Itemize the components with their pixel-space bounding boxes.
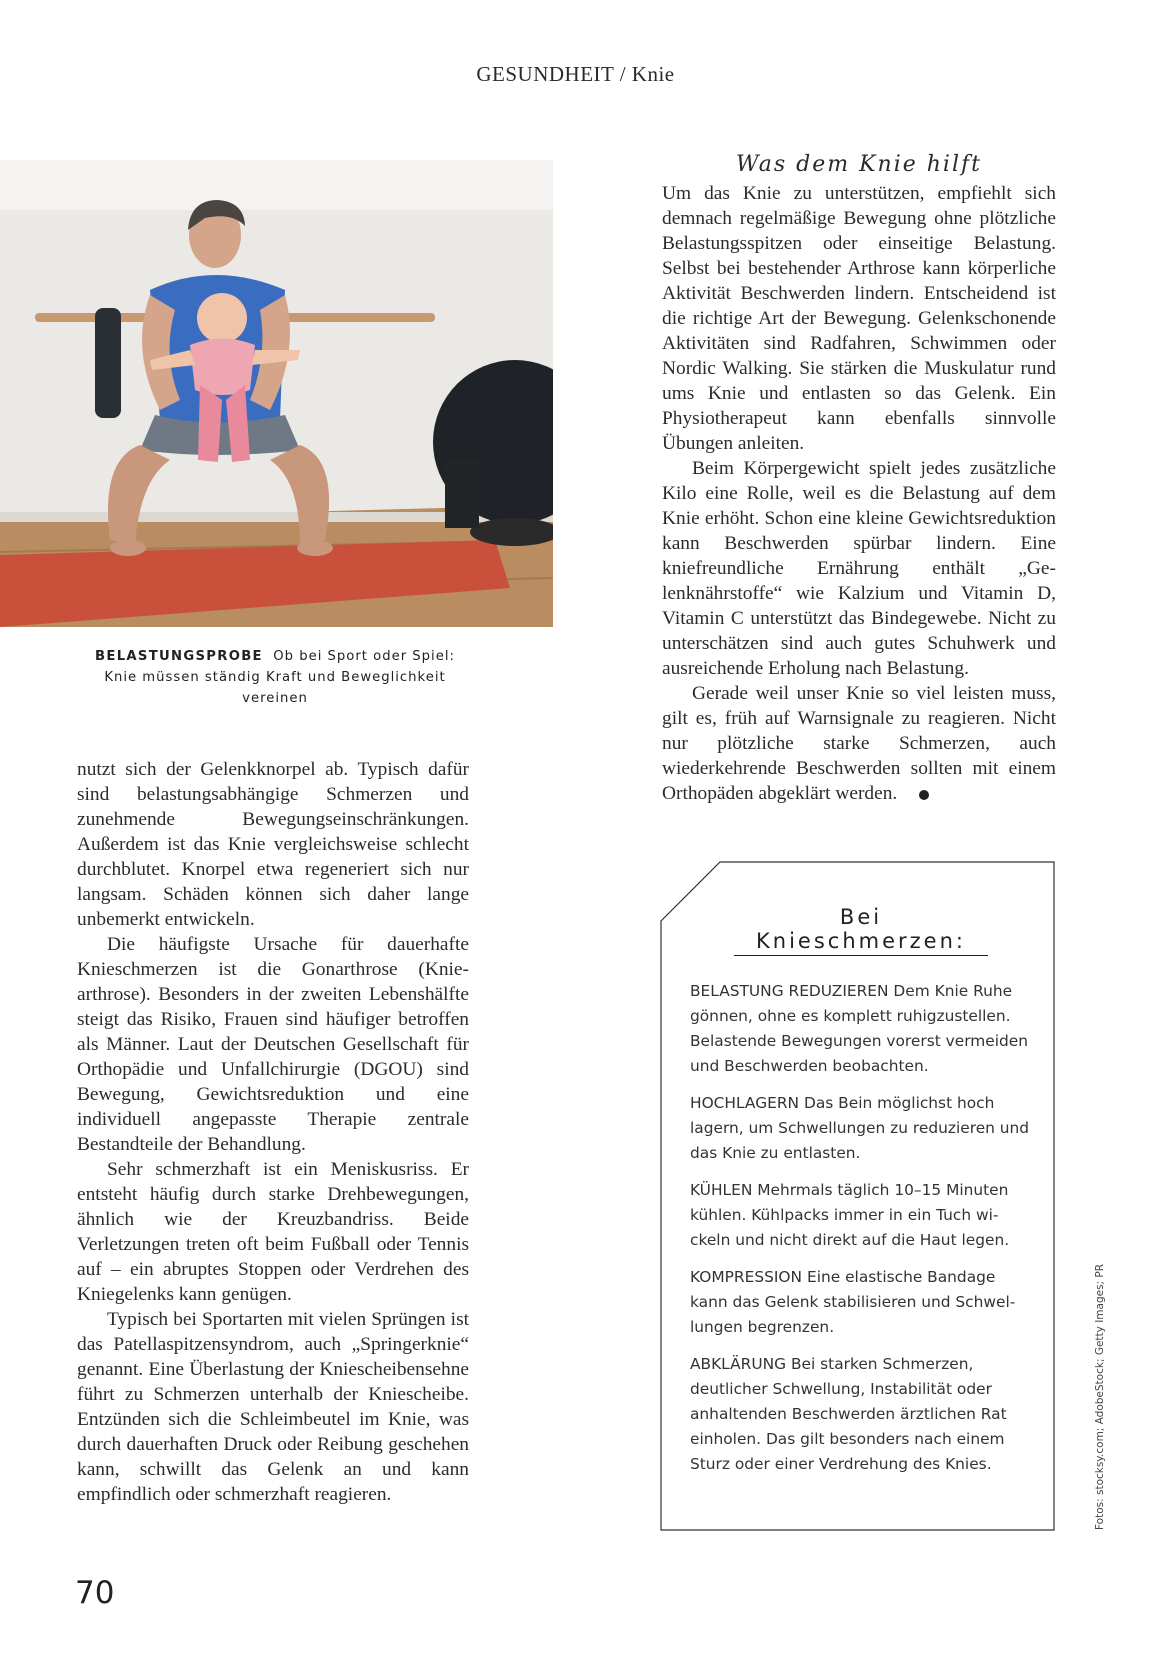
tip-head: BELASTUNG REDUZIEREN xyxy=(690,982,889,1000)
section-label: GESUNDHEIT / Knie xyxy=(476,62,675,86)
info-box xyxy=(660,861,1055,1531)
article-photo xyxy=(0,160,553,627)
tips-list xyxy=(690,979,1032,1489)
caption-kicker: BELASTUNGSPROBE xyxy=(95,649,263,664)
tip-text: Bei starken Schmerzen, deutlicher Schwellung, Instabilität oder anhaltenden Beschwerden ärztlichen Rat einholen. Das gilt besonders nach einem Sturz oder einer Verdrehung des Knies. xyxy=(690,1355,1007,1473)
photo-credit: Fotos: stocksy.com; AdobeStock; Getty Images; PR xyxy=(1094,1263,1106,1530)
body-paragraph: Typisch bei Sportarten mit vielen Sprüngen ist das Patellaspitzensyndrom, auch „Springerknie“ genannt. Eine Überlastung der Kniescheibensehne führt zu Schmerzen unterhalb der Kniescheibe. Entzünden sich die Schleimbeutel im Knie, was durch dauerhaften Druck oder Reibung geschehen kann, schwillt das Gelenk an und kann empfindlich oder schmerzhaft reagieren. xyxy=(77,1309,469,1505)
tip-item xyxy=(690,1265,1032,1340)
tip-head: KOMPRESSION xyxy=(690,1268,803,1286)
body-paragraph: Sehr schmerzhaft ist ein Meniskusriss. Er entsteht häufig durch starke Drehbewegungen, ähnlich wie der Kreuzbandriss. Beide Verletzungen treten oft beim Fußball oder Tennis auf – ein abruptes Stoppen oder Verdrehen des Kniegelenks kann genügen. xyxy=(77,1159,469,1305)
tip-item xyxy=(690,1178,1032,1253)
right-text-column xyxy=(662,181,1056,806)
tip-head: ABKLÄRUNG xyxy=(690,1355,787,1373)
tip-item xyxy=(690,1091,1032,1166)
tip-item xyxy=(690,979,1032,1079)
body-paragraph: nutzt sich der Gelenkknorpel ab. Typisch dafür sind belastungsabhängige Schmerzen und zunehmende Bewegungseinschränkungen. Außerdem ist das Knie vergleichsweise schlecht durchblutet. Knorpel etwa regeneriert sich nur langsam. Schäden können sich daher lange unbemerkt entwickeln. xyxy=(77,759,469,930)
tip-text: Das Bein möglichst hoch lagern, um Schwellungen zu reduzieren und das Knie zu entlasten. xyxy=(690,1094,1030,1162)
tip-head: HOCHLAGERN xyxy=(690,1094,800,1112)
body-paragraph: Um das Knie zu unterstützen, empfiehlt sich demnach regelmäßige Bewegung ohne plötzliche Belastungsspitzen oder einseitige Belastung. Selbst bei bestehender Arthrose kann körperliche Aktivität Beschwerden lindern. Entscheidend ist die richtige Art der Bewegung. Gelenkschonende Aktivitäten sind Radfahren, Schwimmen oder Nordic Walking. Sie stärken die Muskulatur rund ums Knie und entlasten so das Gelenk. Ein Physiotherapeut kann ebenfalls sinnvolle Übungen anleiten. xyxy=(662,183,1056,454)
photo-caption xyxy=(80,646,470,709)
tip-head: KÜHLEN xyxy=(690,1181,753,1199)
page-number: 70 xyxy=(75,1575,115,1611)
body-paragraph-text: Gerade weil unser Knie so viel leisten muss, gilt es, früh auf Warnsignale zu reagieren. Nicht nur plötzliche starke Schmerzen, auch wiederkehrende Beschwerden sollten mit einem Orthopäden abgeklärt werden. xyxy=(662,683,1056,804)
body-paragraph: Beim Körpergewicht spielt jedes zusätzliche Kilo eine Rolle, weil es die Belastung auf dem Knie erhöht. Schon eine kleine Gewichtsreduktion kann Beschwerden spürbar lindern. Eine kniefreundliche Ernährung enthält „Gelenknährstoffe“ wie Kalzium und Vitamin D, Vitamin C unterstützt das Bindegewebe. Nicht zu unterschätzen sind auch gutes Schuhwerk und ausreichende Erholung nach Belastung. xyxy=(662,458,1056,679)
tip-text: Eine elastische Bandage kann das Gelenk stabilisieren und Schwellungen begrenzen. xyxy=(690,1268,1016,1336)
tip-text: Dem Knie Ruhe gönnen, ohne es komplett ruhigzustellen. Belastende Bewegungen vorerst vermeiden und Beschwerden beobachten. xyxy=(690,982,1029,1075)
caption-text: Ob bei Sport oder Spiel: Knie müssen ständig Kraft und Beweglichkeit vereinen xyxy=(104,649,455,706)
tip-item xyxy=(690,1352,1032,1477)
left-text-column xyxy=(77,757,469,1507)
tip-text: Mehrmals täglich 10–15 Minuten kühlen. Kühlpacks immer in ein Tuch wickeln und nicht direkt auf die Haut legen. xyxy=(690,1181,1010,1249)
subheading: Was dem Knie hilft xyxy=(736,152,982,177)
photo-father-squatting-with-baby xyxy=(0,160,553,627)
body-paragraph-last xyxy=(662,681,1056,806)
body-paragraph: Die häufigste Ursache für dauerhafte Knieschmerzen ist die Gonarthrose (Kniearthrose). Besonders in der zweiten Lebenshälfte steigt das Risiko, Frauen sind häufiger betroffen als Männer. Laut der Deutschen Gesellschaft für Orthopädie und Unfallchirurgie (DGOU) sind Bewegung, Gewichtsreduktion und eine individuell angepasste Therapie zentrale Bestandteile der Behandlung. xyxy=(77,934,469,1155)
info-box-title: Bei Knieschmerzen: xyxy=(734,905,988,956)
end-mark-icon xyxy=(919,790,929,800)
